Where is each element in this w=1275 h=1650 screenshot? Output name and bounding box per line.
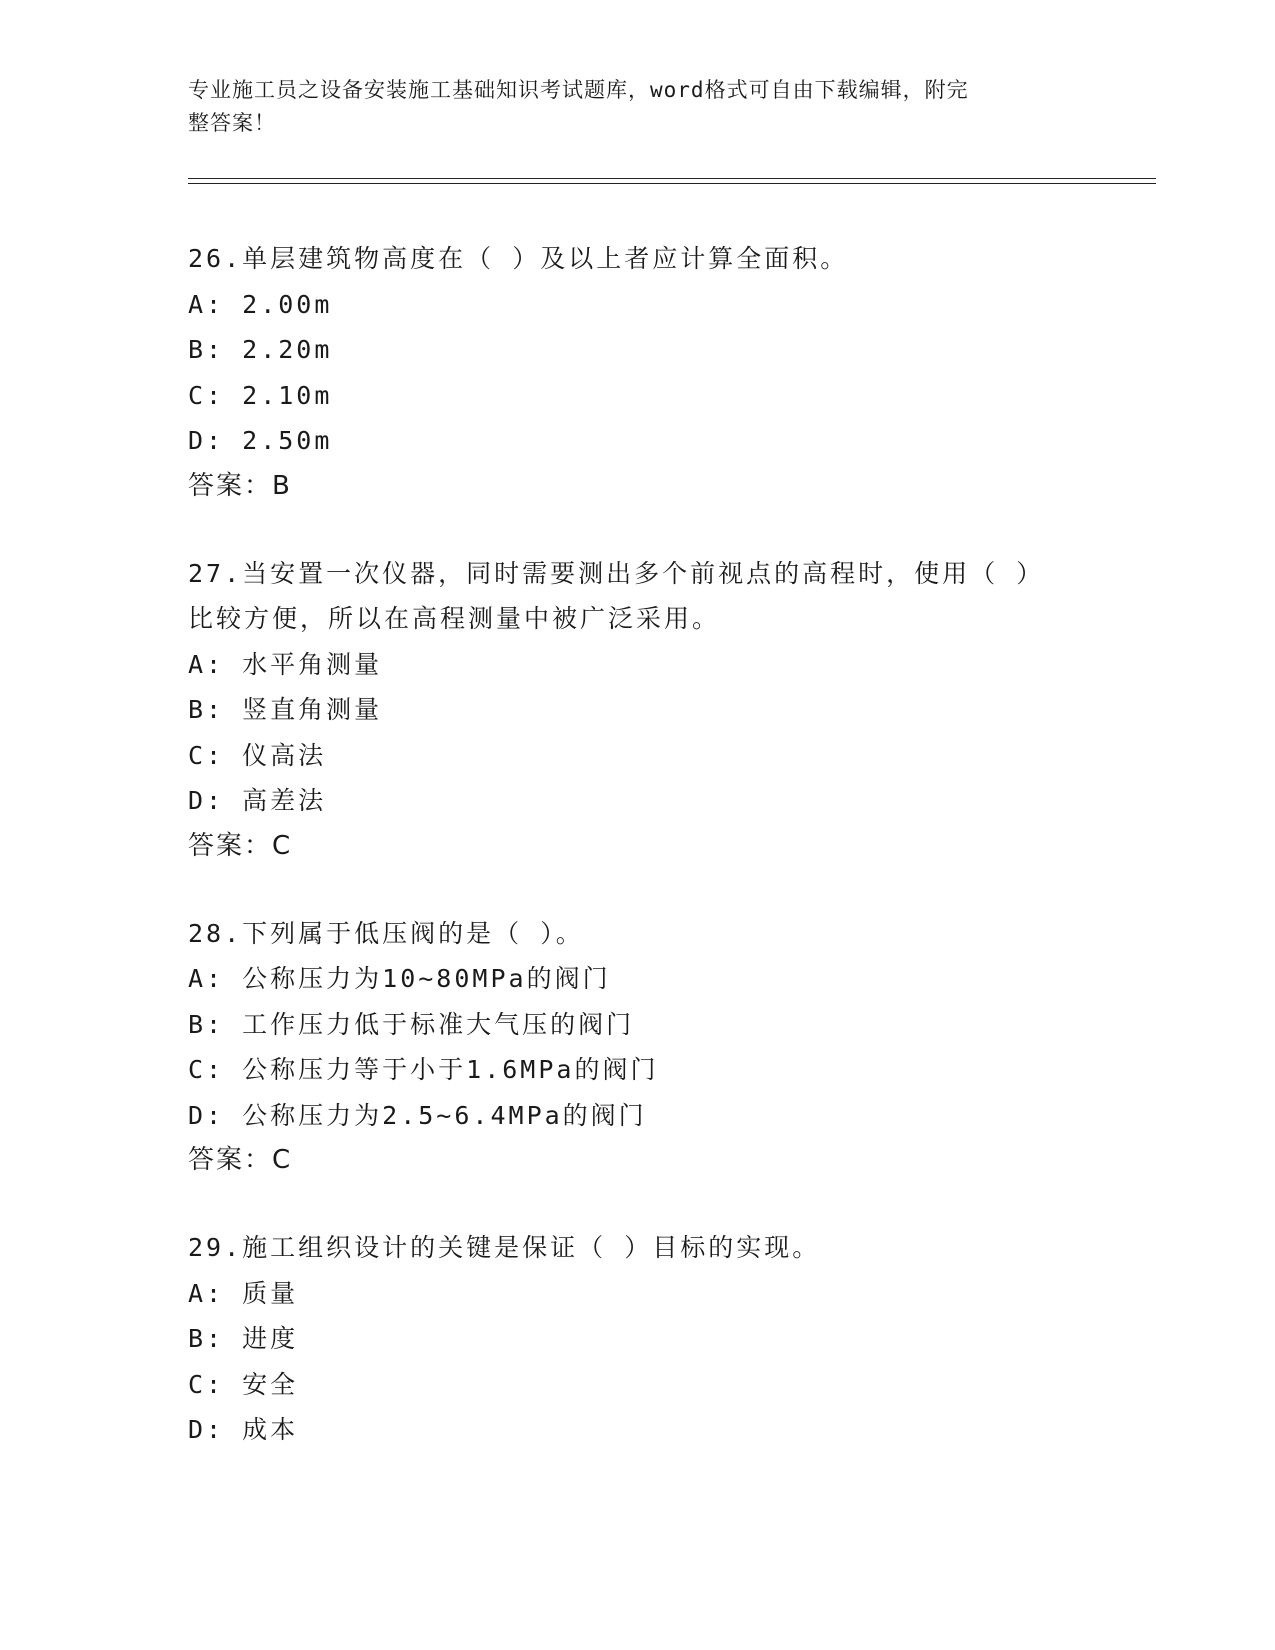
option-d: D: 公称压力为2.5~6.4MPa的阀门: [188, 1100, 647, 1130]
option-a: A: 质量: [188, 1278, 299, 1308]
option-a: A: 水平角测量: [188, 649, 383, 679]
option-d: D: 高差法: [188, 786, 327, 815]
option-d: D: 成本: [188, 1415, 299, 1444]
answer-line: 答案：C: [188, 1145, 293, 1175]
option-a: A: 2.00m: [188, 289, 333, 319]
header-divider-bottom: [188, 183, 1156, 184]
question-29: [188, 1225, 1088, 1453]
question-stem: 26.单层建筑物高度在（ ）及以上者应计算全面积。: [188, 244, 849, 273]
document-header: [188, 74, 1088, 140]
option-b: B: 2.20m: [188, 335, 333, 364]
question-stem: 29.施工组织设计的关键是保证（ ）目标的实现。: [188, 1233, 821, 1262]
option-d: D: 2.50m: [188, 426, 333, 455]
question-list: [188, 236, 1088, 1495]
question-27: [188, 551, 1088, 869]
option-c: C: 仪高法: [188, 740, 327, 770]
answer-line: 答案：B: [188, 470, 292, 501]
option-b: B: 进度: [188, 1324, 299, 1353]
question-26: [188, 236, 1088, 509]
option-c: C: 2.10m: [188, 380, 333, 410]
header-line-1: 专业施工员之设备安装施工基础知识考试题库，word格式可自由下载编辑，附完: [188, 78, 969, 102]
question-stem: 28.下列属于低压阀的是（ ）。: [188, 918, 584, 948]
option-b: B: 竖直角测量: [188, 695, 383, 724]
answer-line: 答案：C: [188, 830, 293, 861]
header-line-2: 整答案！: [188, 111, 276, 135]
question-stem: 27.当安置一次仪器，同时需要测出多个前视点的高程时，使用（ ）比较方便，所以在高程测量中被广泛采用。: [188, 558, 1045, 633]
option-c: C: 公称压力等于小于1.6MPa的阀门: [188, 1055, 659, 1084]
option-b: B: 工作压力低于标准大气压的阀门: [188, 1009, 635, 1039]
question-28: [188, 911, 1088, 1184]
option-c: C: 安全: [188, 1369, 299, 1399]
option-a: A: 公称压力为10~80MPa的阀门: [188, 964, 611, 993]
header-divider-top: [188, 178, 1156, 179]
